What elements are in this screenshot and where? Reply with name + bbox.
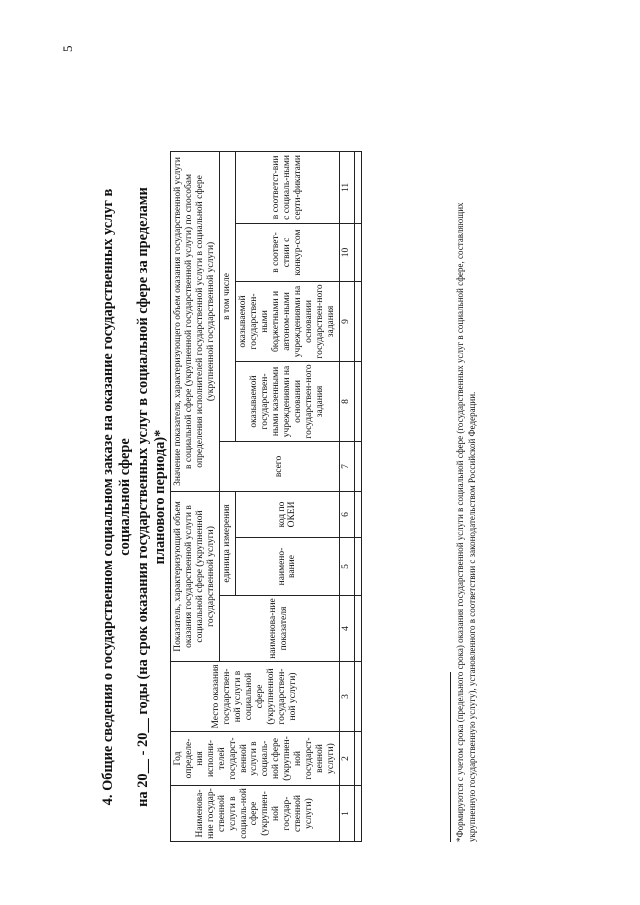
table-cell	[354, 223, 361, 281]
table-cell	[354, 538, 361, 596]
header-total: всего	[219, 441, 339, 491]
column-number: 8	[339, 361, 354, 441]
header-konkurs: в соответ-ствии с конкур-сом	[236, 223, 340, 281]
table-cell	[354, 786, 361, 842]
column-number: 2	[339, 732, 354, 786]
header-unit-code: код по ОКЕИ	[236, 491, 340, 537]
title-line-3: планового периода)*	[151, 429, 168, 565]
header-unit-group: единица измерения	[219, 491, 235, 595]
section-title	[100, 152, 169, 842]
table-cell	[354, 662, 361, 732]
table-cell	[354, 732, 361, 786]
page-number: 5	[60, 45, 75, 52]
column-number: 10	[339, 223, 354, 281]
header-byudzhet: оказываемой государствен-ными бюджетными и автоном-ными учреждениями на основании государствен-ного задания	[236, 281, 340, 361]
column-number: 9	[339, 281, 354, 361]
column-number: 11	[339, 151, 354, 223]
column-number: 3	[339, 662, 354, 732]
column-number: 4	[339, 596, 354, 662]
footnote: *Формируются с учетом срока (предельного срока) оказания государственной услуги в социальной сфере (государственных услуг в социальной сфере, составляющих укрупненную государственную услугу), установленного в соответствии с законодательством Российской Федерации.	[455, 202, 477, 842]
table-cell	[354, 361, 361, 441]
social-order-table	[170, 151, 362, 842]
column-number: 7	[339, 441, 354, 491]
header-including: в том числе	[219, 151, 235, 441]
header-certificates: в соответст-вии с социаль-ными серти-фикатами	[236, 151, 340, 223]
column-number: 6	[339, 491, 354, 537]
header-unit-name: наимено-вание	[236, 538, 340, 596]
column-number: 1	[339, 786, 354, 842]
title-line-2: на 20__ - 20__ годы (на срок оказания государственных услуг в социальной сфере за пределами	[134, 187, 151, 807]
title-line-1: 4. Общие сведения о государственном социальном заказе на оказание государственных услуг в социальной сфере	[100, 188, 134, 806]
header-value-group: Значение показателя, характеризующего объем оказания государственной услуги в социальной сфере (укрупненной государственной услуги) по способам определения исполнителей государственной услуги в социальной сфере (укрупненной государственной услуги)	[171, 151, 220, 491]
table-cell	[354, 596, 361, 662]
header-kazennye: оказываемой государствен-ными казенными учреждениями на основании государствен-ного задания	[236, 361, 340, 441]
table-row	[354, 151, 361, 841]
header-place: Место оказания государствен-ной услуги в социальной сфере (укрупненной государствен-ной услуги)	[171, 662, 340, 732]
header-service-name: Наименова-ние государ-ственной услуги в социаль-ной сфере (укрупнен-ной государ-ственной услуги)	[171, 786, 340, 842]
header-year: Год определе-ния исполни-телей государст-венной услуги в социаль-ной сфере (укрупнен-ной государст-венной услуги)	[171, 732, 340, 786]
landscape-page	[100, 152, 540, 842]
table-cell	[354, 441, 361, 491]
table-cell	[354, 281, 361, 361]
footnote-divider	[450, 672, 451, 842]
header-indicator-group: Показатель, характеризующий объем оказания государственной услуги в социальной сфере (укрупненной государственной услуги)	[171, 491, 220, 661]
column-number: 5	[339, 538, 354, 596]
header-indicator-name: наименова-ние показателя	[219, 596, 339, 662]
table-cell	[354, 491, 361, 537]
column-numbers-row	[339, 151, 354, 841]
table-cell	[354, 151, 361, 223]
